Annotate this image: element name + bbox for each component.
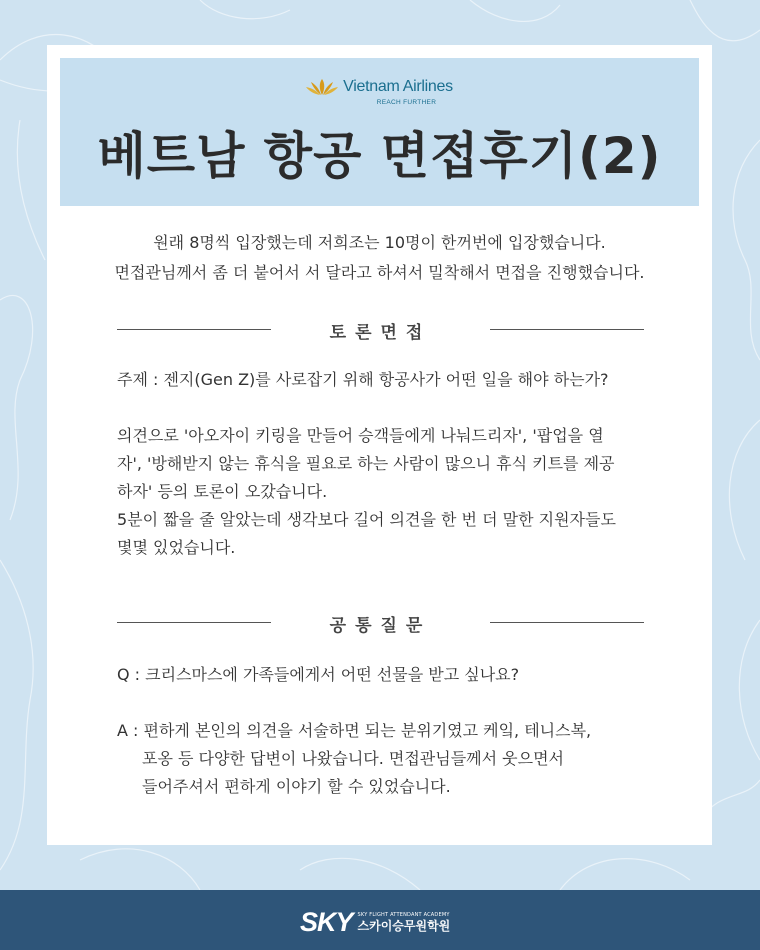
airline-name: Vietnam Airlines [343, 78, 453, 95]
discussion-line: 의견으로 '아오자이 키링을 만들어 승객들에게 나눠드리자', '팝업을 열 [117, 426, 604, 445]
discussion-line: 자', '방해받지 않는 휴식을 필요로 하는 사람이 많으니 휴식 키트를 제공 [117, 454, 615, 473]
common-question: Q : 크리스마스에 가족들에게서 어떤 선물을 받고 싶나요? [117, 665, 520, 684]
discussion-line: 5분이 짧을 줄 알았는데 생각보다 길어 의견을 한 번 더 말한 지원자들도 [117, 510, 616, 529]
airline-tagline: REACH FURTHER [376, 99, 437, 106]
section-heading: 공통질문 [329, 616, 432, 636]
intro-text [47, 228, 712, 288]
footer-bar [0, 890, 760, 950]
discussion-topic: 주제 : 젠지(Gen Z)를 사로잡기 위해 항공사가 어떤 일을 해야 하는가? [117, 370, 609, 389]
airline-logo [60, 78, 699, 106]
header-band [60, 58, 699, 206]
answer-line: A : 편하게 본인의 의견을 서술하면 되는 분위기였고 케잌, 테니스복, [117, 721, 592, 740]
common-answer [117, 717, 657, 801]
intro-line: 면접관님께서 좀 더 붙어서 서 달라고 하셔서 밀착해서 면접을 진행했습니다. [114, 263, 645, 282]
academy-name-en: SKY FLIGHT ATTENDANT ACADEMY [357, 911, 450, 918]
section-heading: 토론면접 [329, 323, 432, 343]
discussion-body [117, 366, 657, 562]
content-card [47, 45, 712, 845]
page-title: 베트남 항공 면접후기(2) [97, 127, 662, 185]
paragraph-gap [117, 394, 657, 422]
discussion-line: 하자' 등의 토론이 오갔습니다. [117, 482, 328, 501]
answer-line: 포옹 등 다양한 답변이 나왔습니다. 면접관님들께서 웃으면서 [142, 749, 565, 768]
section-divider-discussion [117, 318, 644, 342]
academy-subtitle [358, 912, 451, 933]
intro-line: 원래 8명씩 입장했는데 저희조는 10명이 한꺼번에 입장했습니다. [153, 233, 606, 252]
academy-brand: SKY [300, 906, 353, 937]
academy-name-ko: 스카이승무원학원 [357, 918, 451, 933]
answer-line: 들어주셔서 편하게 이야기 할 수 있었습니다. [142, 777, 451, 796]
lotus-icon [306, 78, 338, 96]
academy-logo [300, 907, 450, 937]
discussion-line: 몇몇 있었습니다. [117, 538, 236, 557]
divider-line [490, 329, 644, 330]
divider-line [490, 622, 644, 623]
section-divider-common [117, 611, 644, 635]
